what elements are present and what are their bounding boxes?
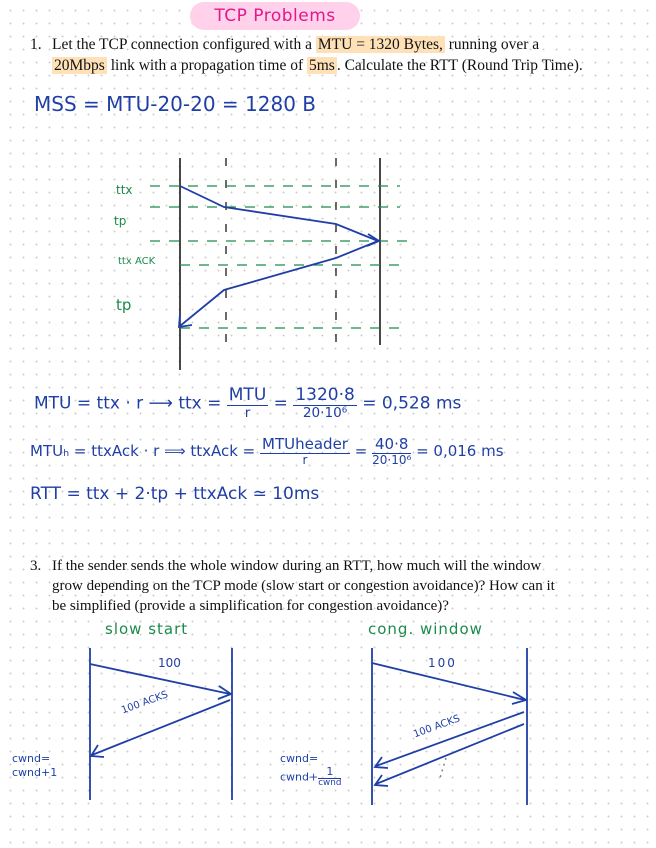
ss-send-label: 100: [158, 656, 181, 670]
label-ttx-ack: ttx ACK: [118, 256, 156, 267]
cw-fraction: $\frac{1}{\text{cwnd}}$: [318, 765, 342, 789]
q1-prop-highlight: 5ms: [309, 57, 335, 74]
cw-ack-label: 100 ACKS: [412, 713, 462, 741]
cw-send-label: 100: [428, 656, 457, 670]
mss-note: MSS = MTU-20-20 = 1280 B: [34, 92, 317, 116]
eq1-fraction: $\frac{\text{MTU}}{r}$: [228, 385, 267, 421]
question-1-number: 1.: [30, 36, 42, 53]
q1-text-c: link with a propagation time of: [106, 57, 307, 74]
ss-cwnd-update: cwnd= cwnd+1: [12, 752, 58, 779]
eq2-fraction: $\frac{\text{MTUheader}}{r}$: [262, 435, 348, 467]
q1-text-d: . Calculate the RTT (Round Trip Time).: [336, 57, 583, 74]
eq1-left: MTU = ttx · r ⟶ ttx =: [34, 393, 222, 414]
q3-line-3: be simplified (provide a simplification for congestion avoidance)?: [52, 598, 449, 614]
q3-line-1: If the sender sends the whole window during an RTT, how much will the window: [52, 558, 542, 574]
rtt-result: RTT = ttx + 2·tp + ttxAck ≃ 10ms: [30, 484, 320, 504]
label-ttx: ttx: [116, 183, 133, 197]
eq1-fraction-values: $\frac{1320\cdot 8}{\text{20·10⁶}}$: [295, 385, 355, 421]
cw-ack-arrow-2: [376, 724, 524, 784]
q1-text-a: Let the TCP connection configured with a: [52, 36, 316, 53]
q1-text-b: running over a: [444, 36, 540, 53]
page-title: TCP Problems: [190, 2, 360, 30]
label-tp: tp: [114, 214, 127, 228]
eq1-result: = 0,528 ms: [362, 393, 462, 414]
slow-start-heading: slow start: [105, 620, 189, 638]
ss-ack-label: 100 ACKS: [120, 689, 170, 717]
equation-ttx-ack: MTUₕ = ttxAck · r ⟹ ttxAck = $\frac{\text{MTUheader}}{r}$ = $\frac{40\cdot 8}{\text{20·10⁶}}$ = 0,016 ms: [30, 435, 504, 467]
equation-ttx: MTU = ttx · r ⟶ ttx = $\frac{\text{MTU}}{r}$ = $\frac{1320\cdot 8}{\text{20·10⁶}}$ = 0,528 ms: [34, 385, 462, 421]
eq2-left: MTUₕ = ttxAck · r ⟹ ttxAck =: [30, 441, 256, 460]
q1-mtu-highlight: MTU = 1320 Bytes,: [317, 36, 443, 53]
label-tp-2: tp: [116, 296, 132, 314]
q3-line-2: grow depending on the TCP mode (slow start or congestion avoidance)? How can it: [52, 578, 555, 594]
q1-rate-highlight: 20Mbps: [54, 57, 105, 74]
eq2-result: = 0,016 ms: [416, 441, 504, 460]
cw-cwnd-update: cwnd= cwnd+ $\frac{1}{\text{cwnd}}$: [280, 752, 342, 789]
ss-ack-arrow: [92, 700, 230, 755]
cw-ellipsis-dots: [440, 758, 446, 778]
question-3-number: 3.: [30, 558, 42, 574]
cong-window-heading: cong. window: [368, 620, 483, 638]
eq2-fraction-values: $\frac{40\cdot 8}{\text{20·10⁶}}$: [372, 435, 412, 467]
